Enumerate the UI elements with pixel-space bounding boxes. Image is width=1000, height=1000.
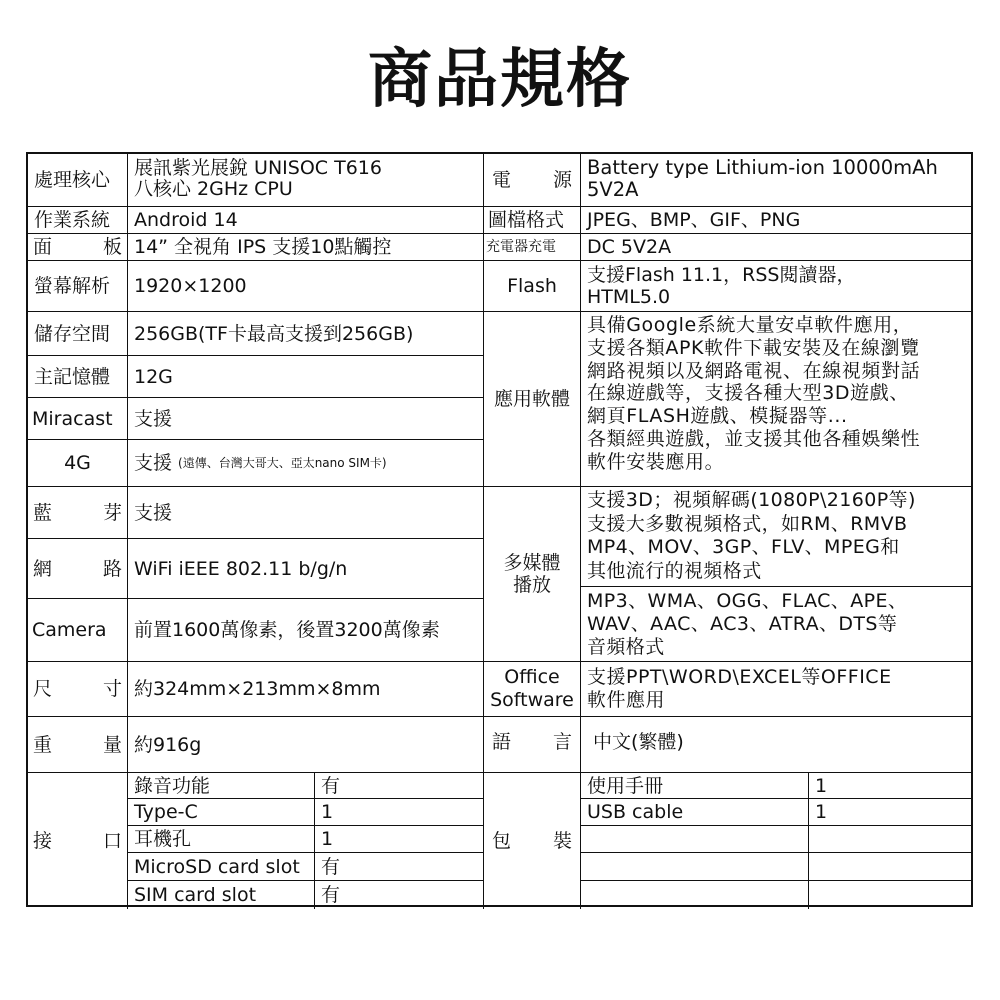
package-label — [484, 773, 581, 909]
port-name: 錄音功能 — [128, 773, 315, 799]
package-item-name: USB cable — [581, 799, 809, 826]
power-label-b: 源 — [552, 169, 572, 191]
bluetooth-value: 支援 — [128, 487, 484, 539]
office-value-line1: 支援PPT\WORD\EXCEL等OFFICE — [587, 666, 892, 688]
fourg-value — [128, 440, 484, 487]
weight-label — [28, 717, 128, 773]
audio-line: 音頻格式 — [587, 636, 665, 658]
network-label-a: 網 — [33, 557, 53, 580]
ports-label-b: 口 — [102, 830, 122, 852]
apps-line: 各類經典遊戲，並支援其他各種娛樂性 — [587, 427, 921, 450]
ports-label-a: 接 — [33, 830, 53, 852]
apps-line: 支援各類APK軟件下載安裝及在線瀏覽 — [587, 336, 920, 359]
audio-line: MP3、WMA、OGG、FLAC、APE、 — [587, 590, 908, 612]
port-name: MicroSD card slot — [128, 853, 315, 881]
power-label — [484, 154, 581, 207]
network-label-b: 路 — [102, 557, 122, 580]
package-item-name: 使用手冊 — [581, 773, 809, 799]
processor-value-line1: 展訊紫光展銳 UNISOC T616 — [134, 157, 382, 179]
package-item-value — [809, 853, 973, 881]
miracast-value: 支援 — [128, 398, 484, 440]
processor-value-line2: 八核心 2GHz CPU — [134, 178, 293, 200]
weight-value: 約916g — [128, 717, 484, 773]
package-item-name — [581, 826, 809, 853]
video-value — [581, 487, 973, 587]
port-name: SIM card slot — [128, 881, 315, 909]
office-value — [581, 662, 973, 717]
apps-line: 軟件安裝應用。 — [587, 450, 725, 473]
video-line: 支援大多數視頻格式，如RM、RMVB — [587, 512, 908, 535]
resolution-value: 1920×1200 — [128, 261, 484, 312]
power-value — [581, 154, 973, 207]
charger-value: DC 5V2A — [581, 234, 973, 261]
package-item-value: 1 — [809, 773, 973, 799]
flash-label: Flash — [484, 261, 581, 312]
package-label-a: 包 — [492, 830, 512, 852]
network-value: WiFi iEEE 802.11 b/g/n — [128, 539, 484, 599]
port-value: 1 — [315, 799, 484, 826]
fourg-label: 4G — [28, 440, 128, 487]
weight-label-a: 重 — [33, 733, 53, 756]
port-value: 有 — [315, 853, 484, 881]
video-line: MP4、MOV、3GP、FLV、MPEG和 — [587, 536, 900, 558]
panel-label-a: 面 — [33, 236, 53, 258]
office-value-line2: 軟件應用 — [587, 689, 666, 711]
office-label-line1: Office — [504, 666, 560, 688]
os-value: Android 14 — [128, 207, 484, 234]
office-label-line2: Software — [490, 689, 574, 711]
bluetooth-label-a: 藍 — [33, 501, 53, 524]
power-value-line1: Battery type Lithium-ion 10000mAh — [587, 156, 938, 179]
package-item-value — [809, 881, 973, 909]
spec-table — [26, 152, 973, 907]
memory-value: 12G — [128, 356, 484, 398]
audio-line: WAV、AAC、AC3、ATRA、DTS等 — [587, 613, 898, 635]
storage-label: 儲存空間 — [28, 312, 128, 356]
memory-label: 主記憶體 — [28, 356, 128, 398]
power-value-line2: 5V2A — [587, 178, 639, 201]
package-item-value: 1 — [809, 799, 973, 826]
apps-line: 網路視頻以及網路電視、在線視頻對話 — [587, 359, 921, 382]
flash-value — [581, 261, 973, 312]
port-value: 1 — [315, 826, 484, 853]
fourg-value-text: 支援 — [134, 452, 173, 474]
multimedia-label — [484, 487, 581, 662]
apps-line: 具備Google系統大量安卓軟件應用， — [587, 314, 913, 336]
video-line: 其他流行的視頻格式 — [587, 559, 762, 582]
multimedia-label-line1: 多媒體 — [503, 552, 561, 574]
package-item-value — [809, 826, 973, 853]
os-label: 作業系統 — [28, 207, 128, 234]
language-label-b: 言 — [552, 731, 572, 753]
port-value: 有 — [315, 773, 484, 799]
port-name: 耳機孔 — [128, 826, 315, 853]
apps-label: 應用軟體 — [484, 312, 581, 487]
apps-value — [581, 312, 973, 487]
video-line: 支援3D；視頻解碼(1080P\2160P等) — [587, 489, 916, 511]
port-value: 有 — [315, 881, 484, 909]
network-label — [28, 539, 128, 599]
page-title: 商品規格 — [368, 43, 632, 117]
ports-label — [28, 773, 128, 909]
bluetooth-label — [28, 487, 128, 539]
language-value: 中文(繁體) — [581, 717, 973, 773]
size-label-b: 寸 — [102, 678, 122, 700]
storage-value: 256GB(TF卡最高支援到256GB) — [128, 312, 484, 356]
panel-value: 14” 全視角 IPS 支援10點觸控 — [128, 234, 484, 261]
language-label-a: 語 — [492, 731, 512, 753]
miracast-label: Miracast — [28, 398, 128, 440]
image-format-label: 圖檔格式 — [484, 207, 581, 234]
size-label-a: 尺 — [33, 678, 53, 700]
office-label — [484, 662, 581, 717]
apps-line: 網頁FLASH遊戲、模擬器等... — [587, 405, 848, 428]
apps-line: 在線遊戲等，支援各種大型3D遊戲、 — [587, 382, 909, 405]
multimedia-label-line2: 播放 — [512, 574, 551, 596]
flash-value-line2: HTML5.0 — [587, 286, 671, 308]
size-value: 約324mm×213mm×8mm — [128, 662, 484, 717]
camera-label: Camera — [28, 599, 128, 662]
package-item-name — [581, 853, 809, 881]
package-item-name — [581, 881, 809, 909]
resolution-label: 螢幕解析 — [28, 261, 128, 312]
charger-label-text: 充電器充電 — [486, 239, 556, 255]
language-label — [484, 717, 581, 773]
port-name: Type-C — [128, 799, 315, 826]
size-label — [28, 662, 128, 717]
power-label-a: 電 — [492, 169, 512, 191]
bluetooth-label-b: 芽 — [102, 501, 122, 524]
processor-value — [128, 154, 484, 207]
panel-label-b: 板 — [102, 236, 122, 258]
package-label-b: 裝 — [552, 830, 572, 852]
fourg-note: (遠傳、台灣大哥大、亞太nano SIM卡) — [178, 456, 387, 470]
image-format-value: JPEG、BMP、GIF、PNG — [581, 207, 973, 234]
charger-label — [484, 234, 581, 261]
camera-value: 前置1600萬像素，後置3200萬像素 — [128, 599, 484, 662]
weight-label-b: 量 — [102, 733, 122, 756]
flash-value-line1: 支援Flash 11.1，RSS閱讀器， — [587, 264, 856, 286]
panel-label — [28, 234, 128, 261]
audio-value — [581, 587, 973, 662]
processor-label: 處理核心 — [28, 154, 128, 207]
